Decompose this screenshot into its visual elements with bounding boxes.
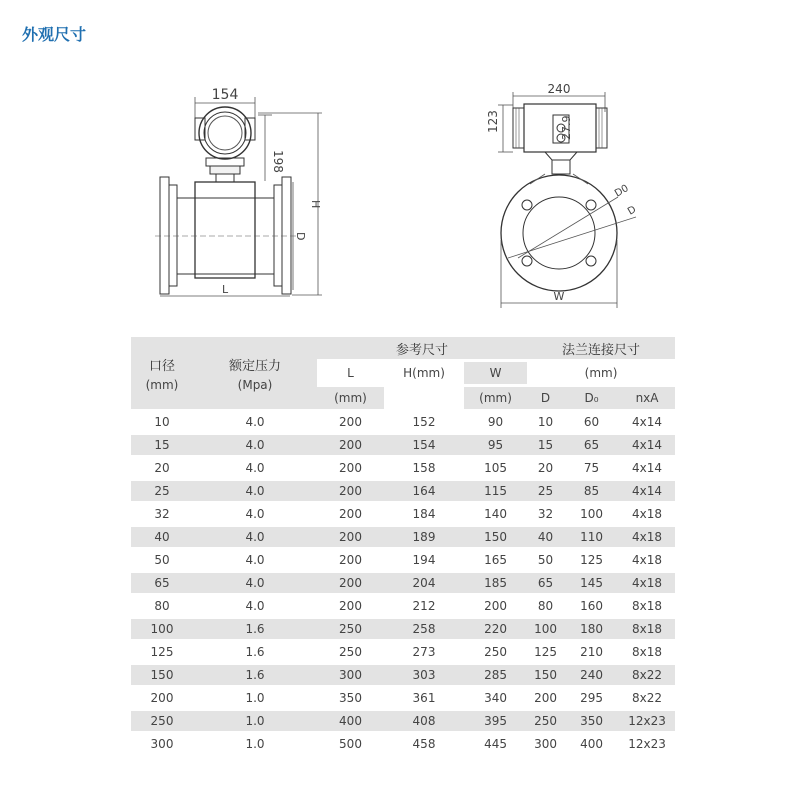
- cell-L: 200: [339, 599, 362, 613]
- cell-H: 158: [412, 461, 436, 475]
- cell-nxA: 4x18: [632, 553, 663, 567]
- cell-W: 185: [464, 573, 527, 593]
- header-H: H(mm): [384, 362, 464, 384]
- table-row: [131, 642, 675, 662]
- table-row: [131, 481, 675, 501]
- cell-L: 200: [317, 573, 384, 593]
- cell-W: 250: [484, 645, 507, 659]
- cell-pressure: 1.6: [245, 645, 265, 659]
- table-row: [131, 596, 675, 616]
- cell-pressure: 1.0: [245, 737, 265, 751]
- cell-H: 204: [384, 573, 464, 593]
- cell-D0: 110: [564, 527, 619, 547]
- table-row: [131, 504, 675, 524]
- header-reference-size: 参考尺寸: [317, 337, 527, 359]
- cell-D: 10: [537, 415, 554, 429]
- table-row: [131, 435, 675, 455]
- cell-pressure: 4.0: [245, 553, 265, 567]
- header-caliber-cell: [131, 337, 193, 409]
- cell-D0: 145: [564, 573, 619, 593]
- cell-D0: 295: [580, 691, 603, 705]
- cell-pressure: 1.0: [193, 711, 317, 731]
- cell-D: 25: [527, 481, 564, 501]
- cell-nxA: 4x18: [619, 527, 675, 547]
- cell-caliber: 250: [131, 711, 193, 731]
- dim-154: 154: [211, 87, 239, 103]
- cell-D: 80: [537, 599, 554, 613]
- header-L: L: [317, 362, 384, 384]
- cell-W: 340: [484, 691, 507, 705]
- header-L-unit: (mm): [317, 387, 384, 409]
- dim-W: W: [553, 290, 565, 303]
- cell-caliber: 65: [131, 573, 193, 593]
- cell-W: 105: [484, 461, 507, 475]
- cell-L: 200: [339, 415, 362, 429]
- cell-D: 50: [537, 553, 554, 567]
- table-row: [131, 711, 675, 731]
- cell-pressure: 1.0: [245, 691, 265, 705]
- cell-L: 200: [339, 553, 362, 567]
- header-pressure: 额定压力: [228, 358, 281, 374]
- header-D0: D₀: [564, 387, 619, 409]
- cell-D: 32: [537, 507, 554, 521]
- cell-H: 152: [412, 415, 436, 429]
- table-row: [131, 734, 675, 754]
- cell-D: 15: [527, 435, 564, 455]
- table-row: [131, 458, 675, 478]
- cell-nxA: 12x23: [628, 737, 666, 751]
- cell-H: 184: [412, 507, 436, 521]
- cell-caliber: 40: [131, 527, 193, 547]
- cell-D0: 100: [580, 507, 603, 521]
- header-pressure-cell: [193, 337, 317, 409]
- cell-nxA: 8x18: [632, 599, 663, 613]
- cell-L: 200: [339, 507, 362, 521]
- cell-D: 20: [537, 461, 554, 475]
- table-row: [131, 573, 675, 593]
- cell-W: 165: [484, 553, 507, 567]
- cell-D0: 65: [564, 435, 619, 455]
- cell-pressure: 4.0: [245, 461, 265, 475]
- cell-pressure: 4.0: [245, 599, 265, 613]
- section-title: 外观尺寸: [22, 25, 87, 44]
- dimension-spec-table: [131, 334, 675, 757]
- cell-pressure: 4.0: [245, 507, 265, 521]
- cell-D0: 210: [580, 645, 603, 659]
- dim-H: H: [309, 200, 322, 209]
- cell-caliber: 200: [150, 691, 174, 705]
- header-caliber-unit: (mm): [145, 377, 179, 392]
- cell-L: 200: [339, 461, 362, 475]
- cell-D0: 180: [564, 619, 619, 639]
- cell-L: 250: [317, 619, 384, 639]
- cell-D0: 350: [564, 711, 619, 731]
- cell-caliber: 50: [154, 553, 170, 567]
- dim-123: 123: [486, 110, 500, 133]
- dim-198: 198: [271, 150, 285, 173]
- dim-D-right: D: [626, 204, 639, 218]
- cell-D0: 400: [580, 737, 603, 751]
- header-flange-unit: (mm): [527, 362, 675, 384]
- cell-L: 500: [339, 737, 362, 751]
- cell-caliber: 15: [131, 435, 193, 455]
- header-nxA: nxA: [619, 387, 675, 409]
- table-row: [131, 550, 675, 570]
- cell-H: 303: [384, 665, 464, 685]
- cell-W: 95: [464, 435, 527, 455]
- cell-L: 250: [339, 645, 362, 659]
- cell-D: 300: [534, 737, 557, 751]
- cell-D0: 240: [564, 665, 619, 685]
- cell-caliber: 150: [131, 665, 193, 685]
- header-W-unit: (mm): [464, 387, 527, 409]
- dim-240: 240: [547, 82, 571, 96]
- cell-W: 200: [484, 599, 507, 613]
- cell-nxA: 4x14: [619, 435, 675, 455]
- cell-pressure: 1.6: [193, 619, 317, 639]
- cell-L: 200: [317, 481, 384, 501]
- cell-caliber: 25: [131, 481, 193, 501]
- cell-D: 250: [527, 711, 564, 731]
- dim-D0: D0: [613, 183, 631, 200]
- table-row: [131, 688, 675, 708]
- dim-L: L: [222, 283, 229, 296]
- cell-D: 125: [534, 645, 557, 659]
- cell-caliber: 300: [150, 737, 174, 751]
- cell-D: 40: [527, 527, 564, 547]
- table-row: [131, 412, 675, 432]
- cell-nxA: 4x14: [619, 481, 675, 501]
- cell-W: 395: [464, 711, 527, 731]
- left-side-view: [155, 87, 322, 296]
- cell-pressure: 4.0: [193, 527, 317, 547]
- table-header-row-1: [131, 337, 675, 359]
- cell-L: 350: [339, 691, 362, 705]
- cell-nxA: 8x18: [619, 619, 675, 639]
- cell-H: 273: [412, 645, 436, 659]
- cell-nxA: 12x23: [619, 711, 675, 731]
- cell-L: 300: [317, 665, 384, 685]
- cell-caliber: 100: [131, 619, 193, 639]
- cell-D: 100: [527, 619, 564, 639]
- right-front-view: [486, 82, 638, 308]
- cell-nxA: 4x14: [632, 415, 663, 429]
- header-flange-size: 法兰连接尺寸: [527, 337, 675, 359]
- table-row: [131, 665, 675, 685]
- cell-D: 65: [527, 573, 564, 593]
- cell-D0: 75: [583, 461, 600, 475]
- cell-caliber: 125: [150, 645, 174, 659]
- cell-pressure: 4.0: [193, 481, 317, 501]
- cell-L: 400: [317, 711, 384, 731]
- cell-H: 154: [384, 435, 464, 455]
- header-H-blank: [384, 387, 464, 409]
- cell-H: 194: [412, 553, 436, 567]
- cell-D0: 125: [580, 553, 603, 567]
- cell-nxA: 4x18: [619, 573, 675, 593]
- header-D: D: [527, 387, 564, 409]
- dimension-drawings: [0, 0, 800, 330]
- cell-D: 150: [527, 665, 564, 685]
- cell-H: 258: [384, 619, 464, 639]
- cell-pressure: 4.0: [193, 435, 317, 455]
- cell-W: 445: [484, 737, 507, 751]
- cell-H: 408: [384, 711, 464, 731]
- cell-D0: 60: [583, 415, 600, 429]
- header-pressure-unit: (Mpa): [237, 377, 273, 392]
- cell-D0: 85: [564, 481, 619, 501]
- cell-caliber: 10: [154, 415, 170, 429]
- cell-nxA: 4x18: [632, 507, 663, 521]
- cell-pressure: 1.6: [193, 665, 317, 685]
- cell-L: 200: [317, 435, 384, 455]
- cell-W: 90: [487, 415, 504, 429]
- cell-H: 189: [384, 527, 464, 547]
- cell-caliber: 20: [154, 461, 170, 475]
- cell-H: 458: [412, 737, 436, 751]
- cell-H: 164: [384, 481, 464, 501]
- cell-D: 200: [534, 691, 557, 705]
- cell-W: 140: [484, 507, 507, 521]
- cell-caliber: 80: [154, 599, 170, 613]
- cell-nxA: 8x18: [632, 645, 663, 659]
- cell-H: 361: [412, 691, 436, 705]
- cell-nxA: 8x22: [632, 691, 663, 705]
- dim-27-9: 27.9: [560, 115, 573, 140]
- cell-nxA: 4x14: [632, 461, 663, 475]
- cell-W: 150: [464, 527, 527, 547]
- cell-caliber: 32: [154, 507, 170, 521]
- cell-H: 212: [412, 599, 436, 613]
- cell-pressure: 4.0: [245, 415, 265, 429]
- table-row: [131, 619, 675, 639]
- cell-D0: 160: [580, 599, 603, 613]
- cell-L: 200: [317, 527, 384, 547]
- cell-W: 220: [464, 619, 527, 639]
- cell-W: 115: [464, 481, 527, 501]
- cell-pressure: 4.0: [193, 573, 317, 593]
- table-body: [131, 412, 675, 754]
- cell-W: 285: [464, 665, 527, 685]
- header-caliber: 口径: [148, 358, 175, 374]
- cell-nxA: 8x22: [619, 665, 675, 685]
- dim-D-left: D: [294, 232, 307, 241]
- table-row: [131, 527, 675, 547]
- header-W: W: [464, 362, 527, 384]
